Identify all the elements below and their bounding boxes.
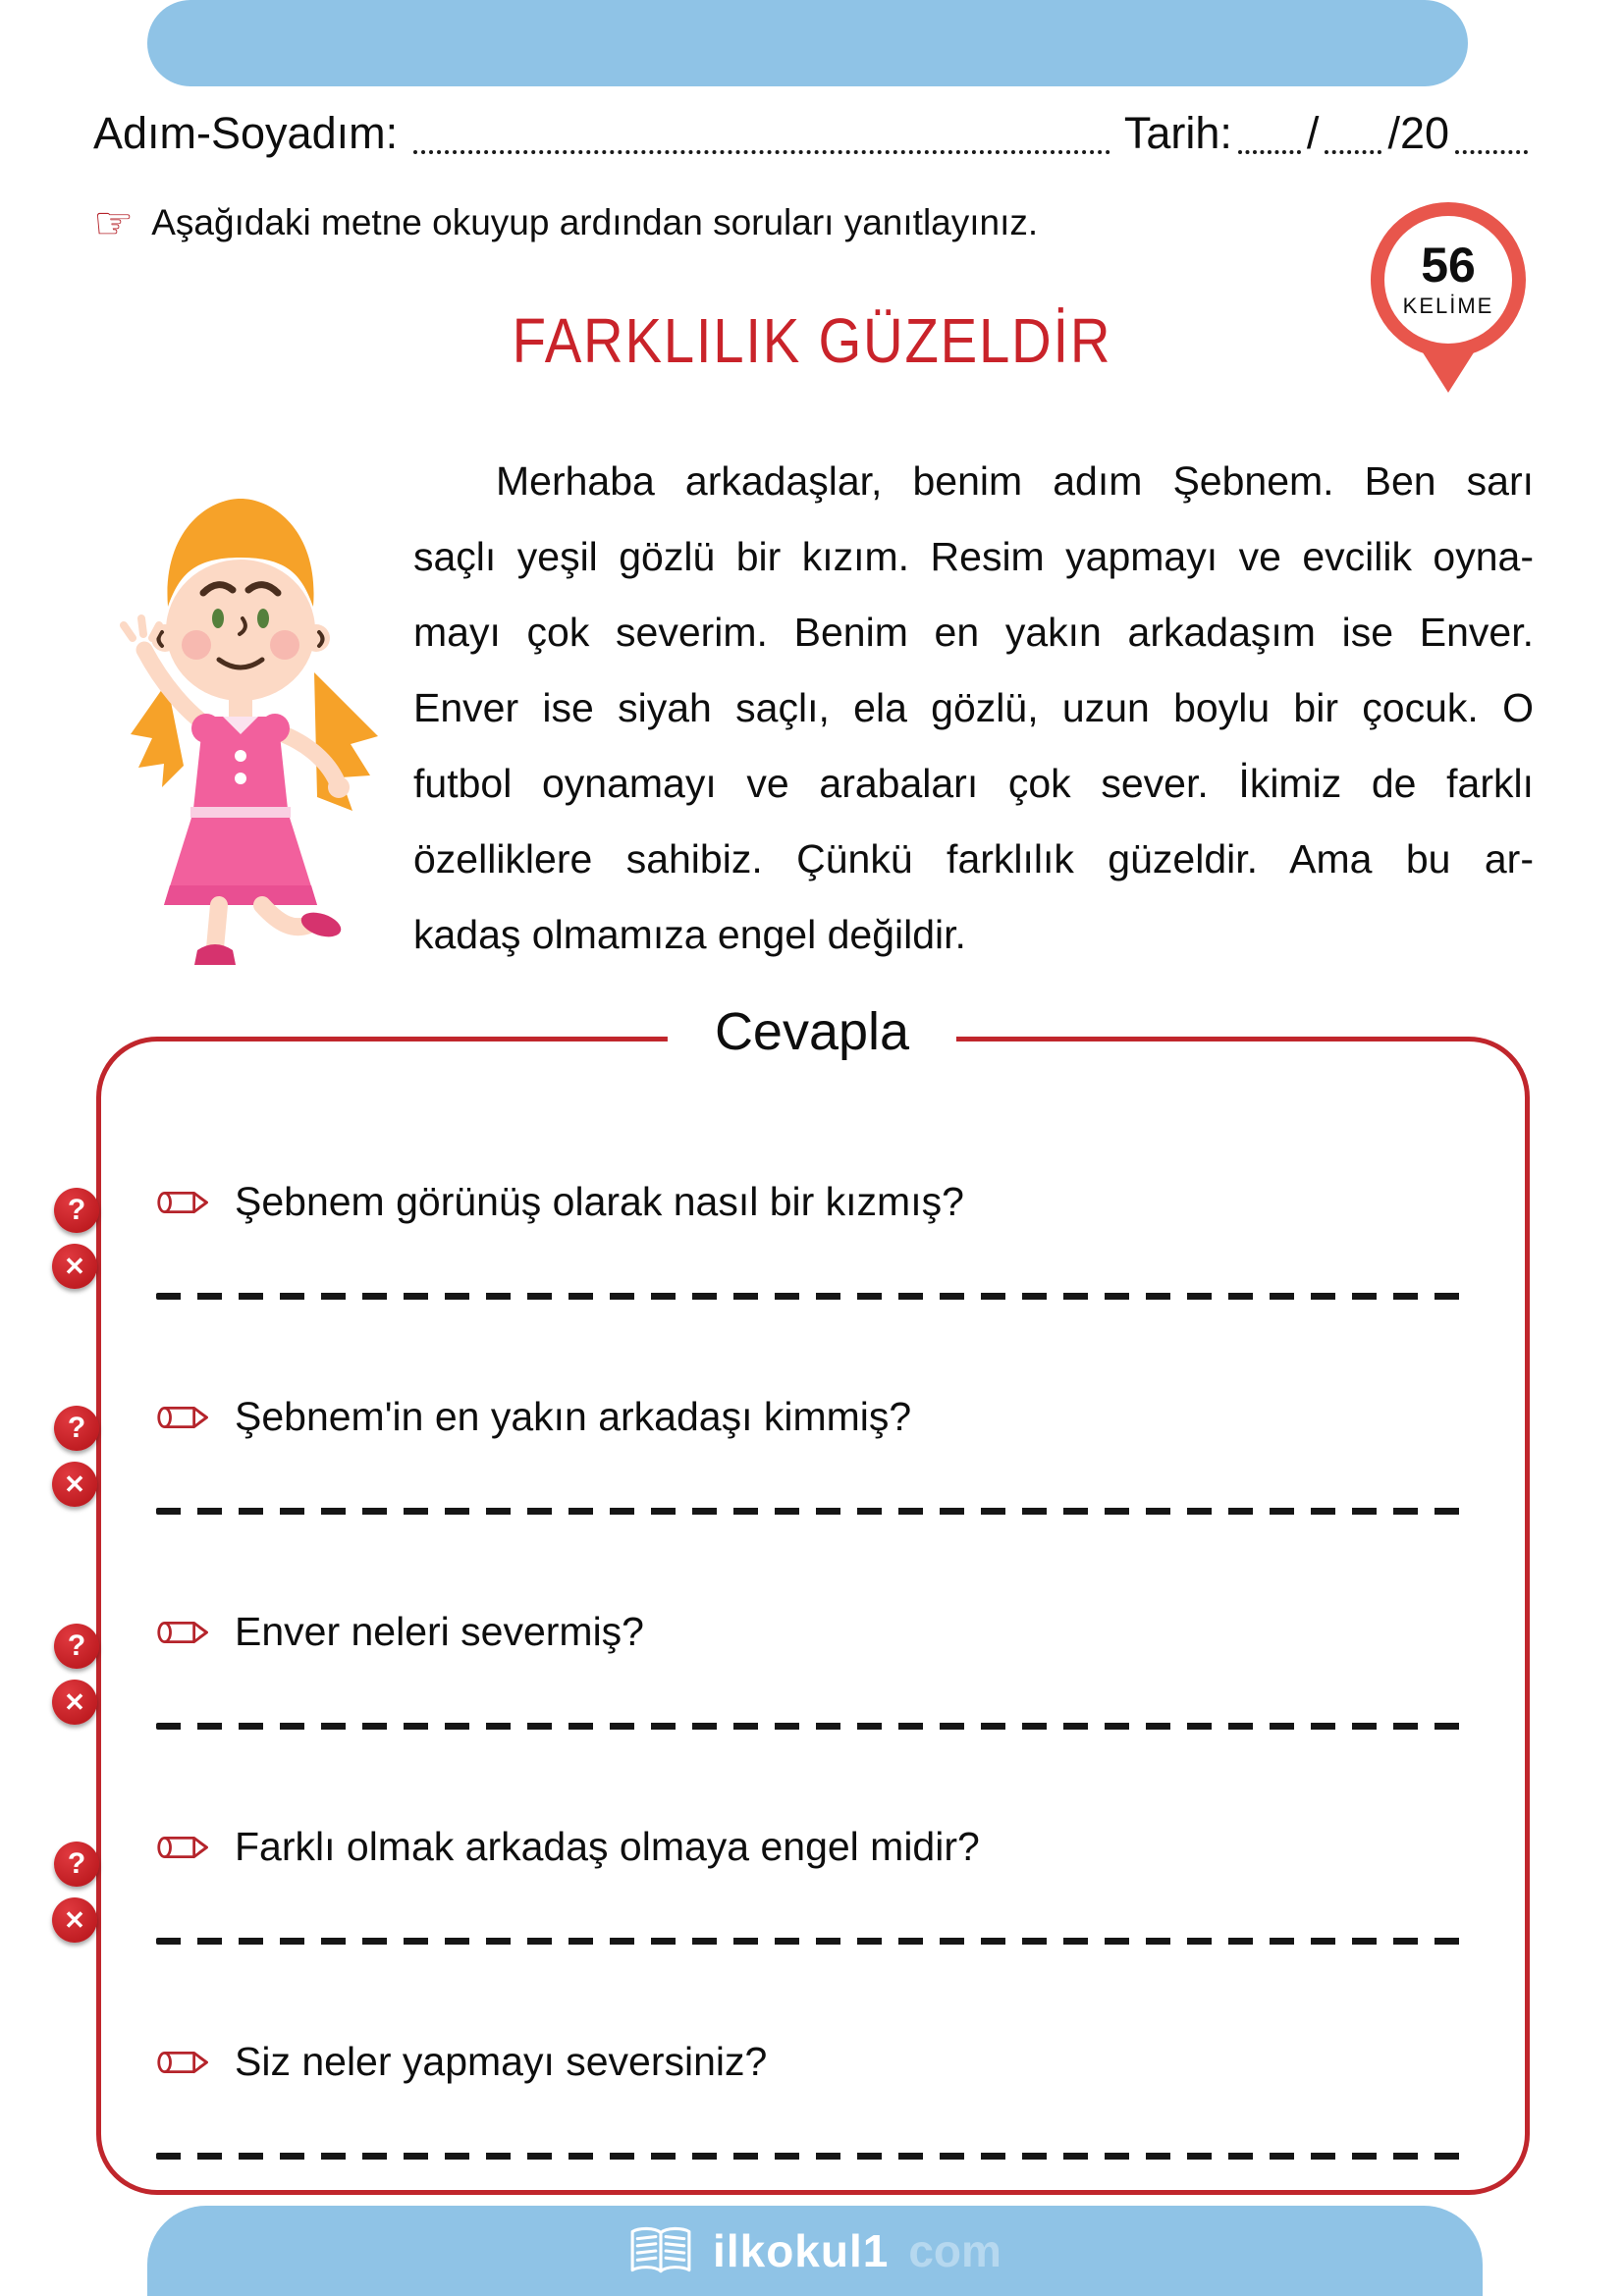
- cross-icon: ✕: [52, 1244, 97, 1289]
- question-text: Siz neler yapmayı seversiniz?: [235, 2039, 768, 2084]
- question-mark-icon: ?: [54, 1188, 99, 1233]
- pencil-icon: [156, 2048, 213, 2077]
- reading-passage: [413, 444, 1534, 982]
- reading-line: saçlı yeşil gözlü bir kızım. Resim yapmayı ve evcilik oyna-: [413, 534, 1534, 579]
- name-label: Adım-Soyadım:: [93, 108, 399, 158]
- instruction-row: [93, 196, 1039, 249]
- word-count-circle: [1371, 202, 1526, 357]
- word-count-value: 56: [1421, 238, 1476, 293]
- question-block: [156, 1179, 1476, 1300]
- answers-heading: Cevapla: [668, 1001, 956, 1062]
- question-mark-icon: ?: [54, 1624, 99, 1669]
- question-list: [101, 1041, 1525, 2160]
- question-row: [156, 1179, 1476, 1225]
- pointing-hand-icon: ☞: [93, 196, 135, 249]
- reading-line: Merhaba arkadaşlar, benim adım Şebnem. Ben sarı: [496, 458, 1534, 504]
- girl-illustration: [93, 481, 388, 982]
- date-year-prefix: /20: [1387, 108, 1449, 158]
- name-input-line[interactable]: [413, 109, 1110, 154]
- footer-brand: ilkokul1: [713, 2225, 890, 2276]
- question-row: [156, 1824, 1476, 1870]
- date-day-line[interactable]: [1238, 109, 1301, 154]
- question-row: [156, 1394, 1476, 1440]
- name-date-row: [93, 108, 1534, 159]
- header-bar: [147, 0, 1468, 86]
- question-block: [156, 1394, 1476, 1515]
- pencil-icon: [156, 1188, 213, 1217]
- question-text: Şebnem görünüş olarak nasıl bir kızmış?: [235, 1179, 964, 1224]
- footer-brand-suffix: com: [908, 2225, 1001, 2276]
- reading-line: Enver ise siyah saçlı, ela gözlü, uzun boylu bir çocuk. O: [413, 685, 1534, 730]
- question-text: Şebnem'in en yakın arkadaşı kimmiş?: [235, 1394, 912, 1439]
- question-text: Farklı olmak arkadaş olmaya engel midir?: [235, 1824, 980, 1869]
- answer-line[interactable]: [156, 1293, 1476, 1300]
- reading-section: [93, 444, 1534, 982]
- open-book-icon: [628, 2224, 693, 2277]
- question-block: [156, 1824, 1476, 1945]
- cross-icon: ✕: [52, 1680, 97, 1725]
- question-text: Enver neleri severmiş?: [235, 1609, 644, 1654]
- footer-bar: [147, 2206, 1483, 2296]
- answers-box: [96, 1037, 1530, 2195]
- reading-line: mayı çok severim. Benim en yakın arkadaşım ise Enver.: [413, 610, 1534, 655]
- cross-icon: ✕: [52, 1462, 97, 1507]
- question-block: [156, 2039, 1476, 2160]
- answer-line[interactable]: [156, 2153, 1476, 2160]
- reading-line: kadaş olmamıza engel değildir.: [413, 912, 966, 957]
- reading-line: futbol oynamayı ve arabaları çok sever. İkimiz de farklı: [413, 761, 1534, 806]
- reading-line: özelliklere sahibiz. Çünkü farklılık güzeldir. Ama bu ar-: [413, 836, 1534, 881]
- date-year-line[interactable]: [1455, 109, 1528, 154]
- date-month-line[interactable]: [1325, 109, 1381, 154]
- answer-line[interactable]: [156, 1938, 1476, 1945]
- pencil-icon: [156, 1618, 213, 1647]
- word-count-unit: KELİME: [1402, 294, 1494, 318]
- question-row: [156, 2039, 1476, 2085]
- instruction-text: Aşağıdaki metne okuyup ardından soruları yanıtlayınız.: [151, 202, 1039, 242]
- answer-line[interactable]: [156, 1508, 1476, 1515]
- cross-icon: ✕: [52, 1897, 97, 1943]
- question-row: [156, 1609, 1476, 1655]
- answer-line[interactable]: [156, 1723, 1476, 1730]
- question-mark-icon: ?: [54, 1406, 99, 1451]
- question-block: [156, 1609, 1476, 1730]
- date-label: Tarih:: [1123, 108, 1232, 158]
- pencil-icon: [156, 1833, 213, 1862]
- pencil-icon: [156, 1403, 213, 1432]
- question-mark-icon: ?: [54, 1842, 99, 1887]
- page-title: FARKLILIK GÜZELDİR: [512, 305, 1112, 376]
- date-slash: /: [1306, 108, 1320, 158]
